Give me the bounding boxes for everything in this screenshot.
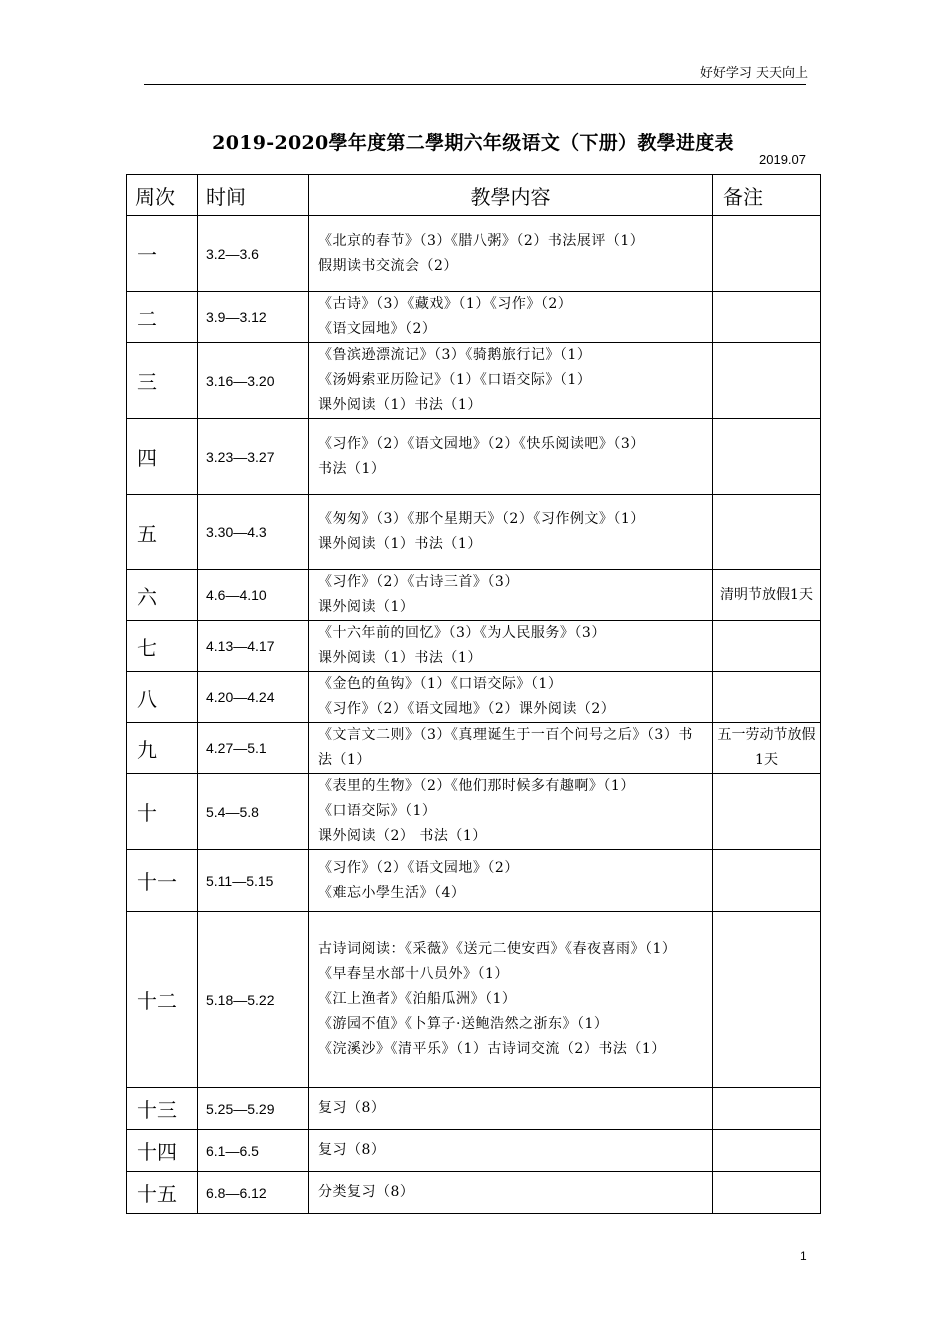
note-cell xyxy=(713,343,821,419)
week-cell: 七 xyxy=(127,621,198,672)
content-cell: 《古诗》（3）《藏戏》（1）《习作》（2） 《语文园地》（2） xyxy=(309,292,713,343)
time-cell: 3.16—3.20 xyxy=(198,343,309,419)
column-header-content: 教學内容 xyxy=(309,175,713,216)
page-header-text: 好好学习 天天向上 xyxy=(699,66,808,81)
week-cell: 八 xyxy=(127,672,198,723)
schedule-table xyxy=(126,174,821,1214)
note-cell xyxy=(713,672,821,723)
week-cell: 三 xyxy=(127,343,198,419)
note-cell xyxy=(713,216,821,292)
week-cell: 五 xyxy=(127,495,198,570)
note-cell xyxy=(713,495,821,570)
note-cell xyxy=(713,1172,821,1214)
time-cell: 6.1—6.5 xyxy=(198,1130,309,1172)
note-cell xyxy=(713,621,821,672)
header-rule xyxy=(144,84,806,85)
document-date: 2019.07 xyxy=(759,152,806,167)
document-title: 2019-2020學年度第二學期六年级语文（下册）教學进度表 xyxy=(212,132,734,154)
table-row xyxy=(127,343,821,419)
table-row xyxy=(127,216,821,292)
content-cell: 《金色的鱼钩》（1）《口语交际》（1） 《习作》（2）《语文园地》（2）课外阅读（2） xyxy=(309,672,713,723)
week-cell: 十二 xyxy=(127,912,198,1088)
time-cell: 3.23—3.27 xyxy=(198,419,309,495)
table-row xyxy=(127,495,821,570)
note-cell xyxy=(713,292,821,343)
content-cell: 《匆匆》（3）《那个星期天》（2）《习作例文》（1） 课外阅读（1）书法（1） xyxy=(309,495,713,570)
column-header-time: 时间 xyxy=(198,175,309,216)
time-cell: 3.30—4.3 xyxy=(198,495,309,570)
table-row xyxy=(127,570,821,621)
time-cell: 5.4—5.8 xyxy=(198,774,309,850)
content-cell: 《文言文二则》（3）《真理诞生于一百个问号之后》（3）书法（1） xyxy=(309,723,713,774)
content-cell: 分类复习（8） xyxy=(309,1172,713,1214)
content-cell: 《习作》（2）《古诗三首》（3） 课外阅读（1） xyxy=(309,570,713,621)
note-cell xyxy=(713,1130,821,1172)
time-cell: 3.2—3.6 xyxy=(198,216,309,292)
content-cell: 《鲁滨逊漂流记》（3）《骑鹅旅行记》（1） 《汤姆索亚历险记》（1）《口语交际》（1） 课外阅读（1）书法（1） xyxy=(309,343,713,419)
week-cell: 二 xyxy=(127,292,198,343)
table-row xyxy=(127,774,821,850)
table-row xyxy=(127,912,821,1088)
note-cell: 清明节放假1天 xyxy=(713,570,821,621)
content-cell: 复习（8） xyxy=(309,1088,713,1130)
week-cell: 六 xyxy=(127,570,198,621)
table-row xyxy=(127,419,821,495)
table-row xyxy=(127,723,821,774)
week-cell: 十五 xyxy=(127,1172,198,1214)
page-number: 1 xyxy=(800,1249,807,1263)
column-header-notes: 备注 xyxy=(713,175,821,216)
week-cell: 十一 xyxy=(127,850,198,912)
time-cell: 4.20—4.24 xyxy=(198,672,309,723)
content-cell: 复习（8） xyxy=(309,1130,713,1172)
note-cell xyxy=(713,774,821,850)
note-cell xyxy=(713,912,821,1088)
content-cell: 《表里的生物》（2）《他们那时候多有趣啊》（1） 《口语交际》（1） 课外阅读（2） 书法（1） xyxy=(309,774,713,850)
week-cell: 九 xyxy=(127,723,198,774)
time-cell: 5.11—5.15 xyxy=(198,850,309,912)
content-cell: 《北京的春节》（3）《腊八粥》（2）书法展评（1） 假期读书交流会（2） xyxy=(309,216,713,292)
content-cell: 《十六年前的回忆》（3）《为人民服务》（3） 课外阅读（1）书法（1） xyxy=(309,621,713,672)
note-cell: 五一劳动节放假1天 xyxy=(713,723,821,774)
content-cell: 《习作》（2）《语文园地》（2）《快乐阅读吧》（3） 书法（1） xyxy=(309,419,713,495)
time-cell: 3.9—3.12 xyxy=(198,292,309,343)
content-cell: 古诗词阅读：《采薇》《送元二使安西》《春夜喜雨》（1） 《早春呈水部十八员外》（1） 《江上渔者》《泊船瓜洲》（1） 《游园不值》《卜算子·送鲍浩然之浙东》（1） 《浣溪沙》《清平乐》（1）古诗词交流（2）书法（1） xyxy=(309,912,713,1088)
time-cell: 5.18—5.22 xyxy=(198,912,309,1088)
table-row xyxy=(127,1088,821,1130)
content-cell: 《习作》（2）《语文园地》（2） 《难忘小學生活》（4） xyxy=(309,850,713,912)
table-row xyxy=(127,1130,821,1172)
note-cell xyxy=(713,419,821,495)
week-cell: 一 xyxy=(127,216,198,292)
table-row xyxy=(127,850,821,912)
time-cell: 4.6—4.10 xyxy=(198,570,309,621)
table-row xyxy=(127,292,821,343)
note-cell xyxy=(713,1088,821,1130)
time-cell: 6.8—6.12 xyxy=(198,1172,309,1214)
week-cell: 十四 xyxy=(127,1130,198,1172)
week-cell: 四 xyxy=(127,419,198,495)
table-row xyxy=(127,1172,821,1214)
column-header-week: 周次 xyxy=(127,175,198,216)
table-header-row xyxy=(127,175,821,216)
week-cell: 十三 xyxy=(127,1088,198,1130)
table-row xyxy=(127,621,821,672)
table-row xyxy=(127,672,821,723)
note-cell xyxy=(713,850,821,912)
time-cell: 4.27—5.1 xyxy=(198,723,309,774)
time-cell: 4.13—4.17 xyxy=(198,621,309,672)
time-cell: 5.25—5.29 xyxy=(198,1088,309,1130)
week-cell: 十 xyxy=(127,774,198,850)
